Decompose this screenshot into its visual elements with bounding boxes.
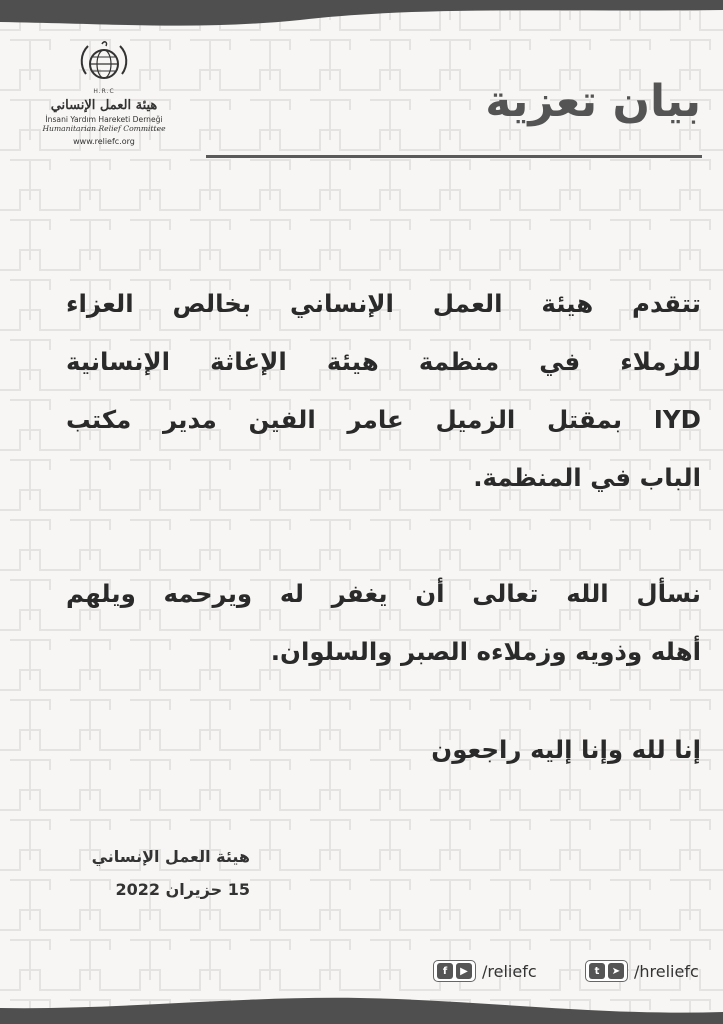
social-twitter-telegram[interactable] xyxy=(585,960,699,982)
social-facebook-youtube[interactable] xyxy=(433,960,537,982)
org-name-ar: هيئة العمل الإنساني xyxy=(50,98,158,113)
paragraph-line: أهله وذويه وزملاءه الصبر والسلوان. xyxy=(270,637,701,666)
prayer-paragraph xyxy=(66,565,701,681)
closing-verse: إنا لله وإنا إليه راجعون xyxy=(431,735,701,764)
twitter-icon[interactable]: t xyxy=(589,963,605,979)
top-band xyxy=(0,0,723,30)
signature-name: هيئة العمل الإنساني xyxy=(91,847,250,866)
youtube-icon[interactable]: ▶ xyxy=(456,963,472,979)
paragraph-line: IYD بمقتل الزميل عامر الفين مدير مكتب xyxy=(66,405,701,434)
condolence-paragraph xyxy=(66,275,701,507)
globe-emblem-icon xyxy=(76,40,132,86)
facebook-icon[interactable]: f xyxy=(437,963,453,979)
telegram-icon[interactable]: ➤ xyxy=(608,963,624,979)
social-handle[interactable]: /reliefc xyxy=(482,961,537,981)
title-divider xyxy=(206,155,702,158)
bottom-band xyxy=(0,990,723,1024)
paragraph-line: نسأل الله تعالى أن يغفر له ويرحمه ويلهم xyxy=(66,579,701,608)
paragraph-line: الباب في المنظمة. xyxy=(473,463,701,492)
org-name-tr: İnsani Yardım Hareketi Derneği xyxy=(45,115,163,124)
paragraph-line: للزملاء في منظمة هيئة الإغاثة الإنسانية xyxy=(66,347,701,376)
org-logo xyxy=(36,40,172,146)
org-website: www.reliefc.org xyxy=(73,137,135,146)
org-abbr: H.R.C xyxy=(93,88,115,95)
social-handle[interactable]: /hreliefc xyxy=(634,961,699,981)
paragraph-line: تتقدم هيئة العمل الإنساني بخالص العزاء xyxy=(66,289,701,318)
org-name-en: Humanitarian Relief Committee xyxy=(42,124,166,133)
page-title: بيان تعزية xyxy=(485,76,701,127)
signature-date: 15 حزيران 2022 xyxy=(115,880,250,899)
